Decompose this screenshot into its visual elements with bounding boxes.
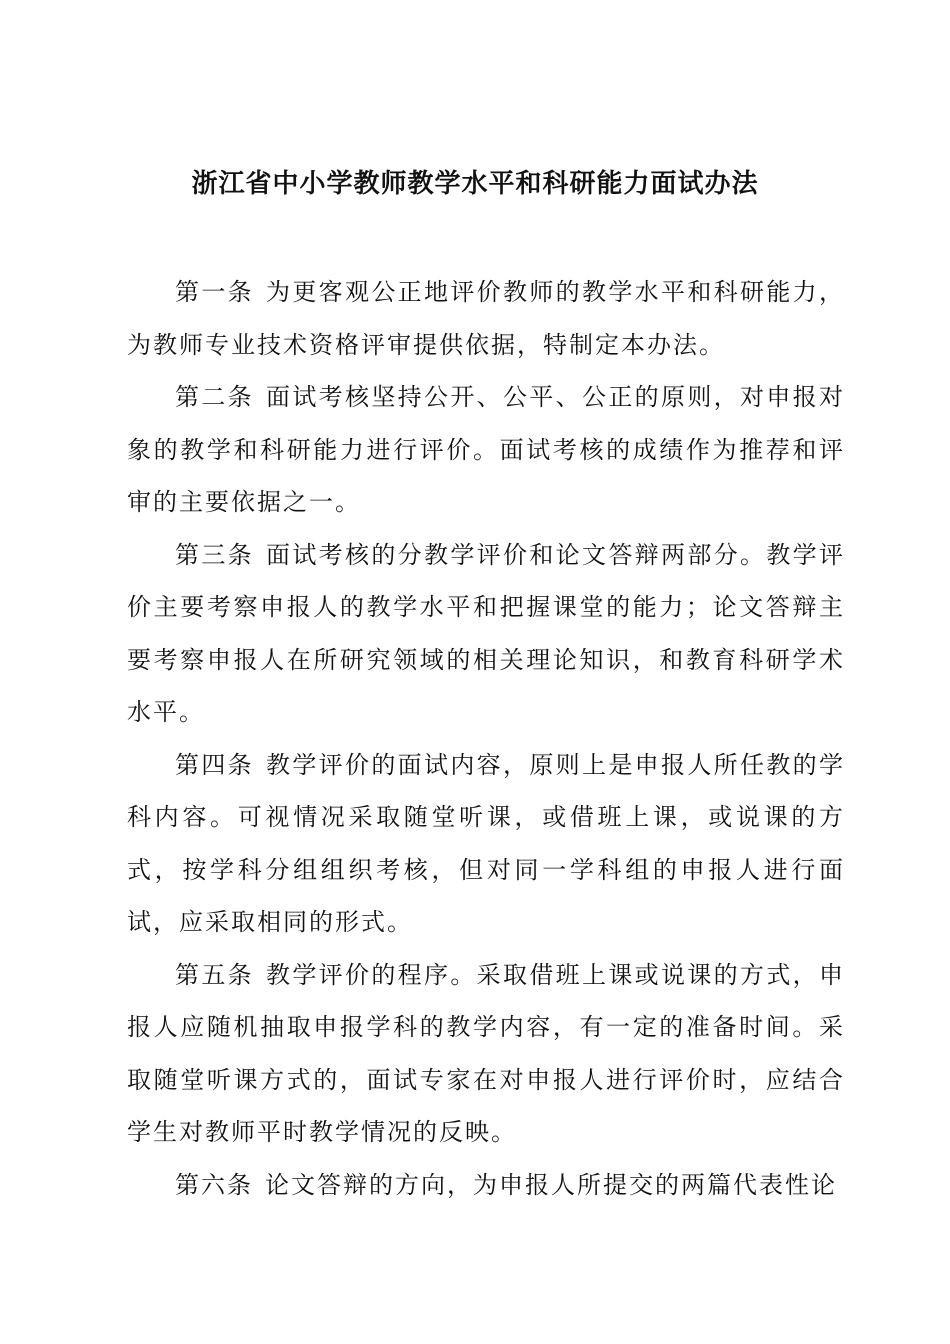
- document-title: 浙江省中小学教师教学水平和科研能力面试办法: [191, 169, 759, 199]
- article-number: 第四条: [175, 750, 254, 779]
- article-4: [127, 739, 845, 949]
- article-number: 第三条: [175, 540, 254, 569]
- article-text: 教学评价的面试内容，原则上是申报人所任教的学科内容。可视情况采取随堂听课，或借班上课，或说课的方式，按学科分组组织考核，但对同一学科组的申报人进行面试，应采取相同的形式。: [127, 750, 845, 936]
- article-3: [127, 529, 845, 739]
- document-body: [127, 266, 845, 1211]
- article-text: 面试考核的分教学评价和论文答辩两部分。教学评价主要考察申报人的教学水平和把握课堂的能力；论文答辩主要考察申报人在所研究领域的相关理论知识，和教育科研学术水平。: [127, 540, 845, 726]
- article-6: [127, 1159, 845, 1212]
- article-number: 第二条: [175, 383, 254, 411]
- article-5: [127, 949, 845, 1159]
- article-text: 教学评价的程序。采取借班上课或说课的方式，申报人应随机抽取申报学科的教学内容，有一定的准备时间。采取随堂听课方式的，面试专家在对申报人进行评价时，应结合学生对教师平时教学情况的反映。: [127, 960, 845, 1146]
- article-number: 第一条: [175, 278, 254, 306]
- article-number: 第六条: [175, 1170, 253, 1199]
- article-1: [127, 266, 845, 371]
- article-text: 面试考核坚持公开、公平、公正的原则，对申报对象的教学和科研能力进行评价。面试考核的成绩作为推荐和评审的主要依据之一。: [127, 383, 845, 516]
- article-number: 第五条: [175, 960, 254, 989]
- article-text: 为更客观公正地评价教师的教学水平和科研能力，为教师专业技术资格评审提供依据，特制定本办法。: [127, 278, 845, 359]
- article-text: 论文答辩的方向，为申报人所提交的两篇代表性论: [265, 1170, 837, 1199]
- article-2: [127, 371, 845, 529]
